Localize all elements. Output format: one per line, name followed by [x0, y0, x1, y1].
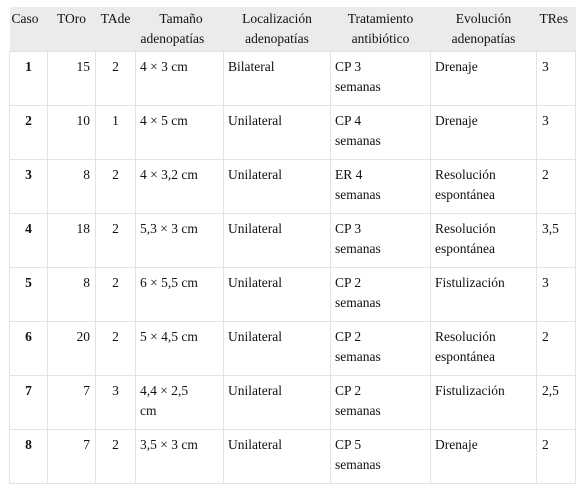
cell-tratamiento: [331, 160, 431, 214]
cell-evolucion: [431, 106, 537, 160]
header-evolucion-line2: adenopatías: [451, 31, 516, 46]
cell-localizacion: Unilateral: [224, 322, 331, 376]
cell-caso: 6: [10, 322, 48, 376]
cell-tamano-line1: 4 × 5 cm: [140, 113, 188, 128]
cell-tratamiento-line1: CP 5: [335, 437, 362, 452]
header-localizacion: [224, 7, 331, 52]
cell-evolucion: [431, 160, 537, 214]
cell-tade: 2: [96, 268, 136, 322]
table-row: [10, 322, 576, 376]
header-tade-label: TAde: [100, 11, 131, 26]
cell-caso: 3: [10, 160, 48, 214]
cell-tade: 2: [96, 322, 136, 376]
cell-tratamiento-line2: semanas: [335, 133, 381, 148]
cell-tratamiento-line2: semanas: [335, 403, 381, 418]
table-row: [10, 214, 576, 268]
table-header: [10, 7, 576, 52]
header-tratamiento: [331, 7, 431, 52]
cell-tamano: [136, 214, 224, 268]
cell-tamano-line1: 3,5 × 3 cm: [140, 437, 198, 452]
header-tratamiento-line2: antibiótico: [351, 31, 410, 46]
cell-localizacion: Unilateral: [224, 376, 331, 430]
header-tres: [537, 7, 576, 52]
header-tamano-line2: adenopatías: [140, 31, 205, 46]
cell-tade: 1: [96, 106, 136, 160]
cell-evolucion-line1: Fistulización: [435, 383, 505, 398]
cell-tratamiento-line2: semanas: [335, 187, 381, 202]
cell-tratamiento-line1: ER 4: [335, 167, 363, 182]
cell-evolucion-line1: Resolución: [435, 329, 496, 344]
cell-tamano: [136, 376, 224, 430]
cell-tratamiento: [331, 214, 431, 268]
cell-caso: 7: [10, 376, 48, 430]
cases-table: [9, 7, 576, 484]
table-row: [10, 268, 576, 322]
cell-evolucion: [431, 52, 537, 106]
cell-tratamiento: [331, 322, 431, 376]
cell-evolucion-line1: Drenaje: [435, 113, 478, 128]
cell-toro: 7: [48, 376, 96, 430]
table-row: [10, 430, 576, 484]
header-caso-label: Caso: [11, 11, 39, 26]
header-localizacion-line2: adenopatías: [245, 31, 309, 46]
cell-toro: 7: [48, 430, 96, 484]
cell-tamano-line1: 4 × 3 cm: [140, 59, 188, 74]
cell-tratamiento: [331, 106, 431, 160]
cell-tade: 3: [96, 376, 136, 430]
cell-localizacion: Unilateral: [224, 160, 331, 214]
cell-tamano: [136, 160, 224, 214]
cell-localizacion: Unilateral: [224, 214, 331, 268]
cell-tamano-line1: 5,3 × 3 cm: [140, 221, 198, 236]
table-row: [10, 106, 576, 160]
header-localizacion-line1: Localización: [242, 11, 312, 26]
cell-tamano-line1: 5 × 4,5 cm: [140, 329, 198, 344]
cell-tratamiento: [331, 268, 431, 322]
cell-tres: 2,5: [537, 376, 576, 430]
cell-tres: 3: [537, 52, 576, 106]
cell-tamano-line2: cm: [140, 403, 157, 418]
cell-tade: 2: [96, 160, 136, 214]
cell-toro: 20: [48, 322, 96, 376]
cell-toro: 18: [48, 214, 96, 268]
cell-localizacion: Unilateral: [224, 106, 331, 160]
cell-tres: 2: [537, 430, 576, 484]
cell-localizacion: Unilateral: [224, 268, 331, 322]
header-evolucion: [431, 7, 537, 52]
cell-evolucion-line1: Fistulización: [435, 275, 505, 290]
header-row: [10, 7, 576, 52]
header-tade: [96, 7, 136, 52]
cell-evolucion-line1: Resolución: [435, 167, 496, 182]
cell-evolucion-line2: espontánea: [435, 241, 495, 256]
cell-tres: 2: [537, 160, 576, 214]
cell-tratamiento-line2: semanas: [335, 79, 381, 94]
cell-tres: 3: [537, 268, 576, 322]
cell-tamano: [136, 106, 224, 160]
cell-toro: 8: [48, 268, 96, 322]
header-toro: [48, 7, 96, 52]
table-row: [10, 160, 576, 214]
cell-evolucion-line1: Drenaje: [435, 437, 478, 452]
cell-tratamiento-line2: semanas: [335, 295, 381, 310]
cell-tratamiento-line2: semanas: [335, 241, 381, 256]
header-tres-label: TRes: [539, 11, 568, 26]
cell-tamano-line1: 4 × 3,2 cm: [140, 167, 198, 182]
cell-evolucion: [431, 376, 537, 430]
header-toro-label: TOro: [57, 11, 86, 26]
cell-tamano: [136, 322, 224, 376]
cell-evolucion-line1: Drenaje: [435, 59, 478, 74]
header-tratamiento-line1: Tratamiento: [347, 11, 414, 26]
cell-tratamiento-line2: semanas: [335, 349, 381, 364]
cell-tres: 3,5: [537, 214, 576, 268]
cell-tade: 2: [96, 430, 136, 484]
cell-tres: 3: [537, 106, 576, 160]
header-caso: [10, 7, 48, 52]
cell-toro: 10: [48, 106, 96, 160]
cell-caso: 4: [10, 214, 48, 268]
cell-tratamiento-line1: CP 3: [335, 221, 362, 236]
cell-tratamiento-line1: CP 2: [335, 275, 362, 290]
cell-tratamiento: [331, 52, 431, 106]
cell-tamano-line1: 4,4 × 2,5: [140, 383, 189, 398]
cell-tratamiento-line1: CP 2: [335, 329, 362, 344]
cell-caso: 1: [10, 52, 48, 106]
cell-evolucion: [431, 430, 537, 484]
table-row: [10, 376, 576, 430]
cell-tratamiento-line1: CP 2: [335, 383, 362, 398]
table-row: [10, 52, 576, 106]
cell-evolucion-line2: espontánea: [435, 187, 495, 202]
cell-evolucion-line1: Resolución: [435, 221, 496, 236]
cell-evolucion: [431, 214, 537, 268]
cell-evolucion: [431, 322, 537, 376]
cell-tratamiento-line1: CP 4: [335, 113, 362, 128]
cell-localizacion: Unilateral: [224, 430, 331, 484]
header-evolucion-line1: Evolución: [455, 11, 512, 26]
cell-toro: 15: [48, 52, 96, 106]
table-container: [9, 7, 575, 484]
cell-tamano: [136, 52, 224, 106]
cell-evolucion-line2: espontánea: [435, 349, 495, 364]
cell-tamano-line1: 6 × 5,5 cm: [140, 275, 198, 290]
cell-tratamiento: [331, 430, 431, 484]
cell-tratamiento-line2: semanas: [335, 457, 381, 472]
cell-tade: 2: [96, 52, 136, 106]
cell-toro: 8: [48, 160, 96, 214]
table-body: [10, 52, 576, 484]
cell-caso: 5: [10, 268, 48, 322]
cell-localizacion: Bilateral: [224, 52, 331, 106]
cell-evolucion: [431, 268, 537, 322]
cell-tamano: [136, 268, 224, 322]
cell-caso: 8: [10, 430, 48, 484]
cell-tres: 2: [537, 322, 576, 376]
cell-tamano: [136, 430, 224, 484]
header-tamano: [136, 7, 224, 52]
cell-tade: 2: [96, 214, 136, 268]
cell-tratamiento-line1: CP 3: [335, 59, 362, 74]
cell-tratamiento: [331, 376, 431, 430]
header-tamano-line1: Tamaño: [159, 11, 203, 26]
cell-caso: 2: [10, 106, 48, 160]
